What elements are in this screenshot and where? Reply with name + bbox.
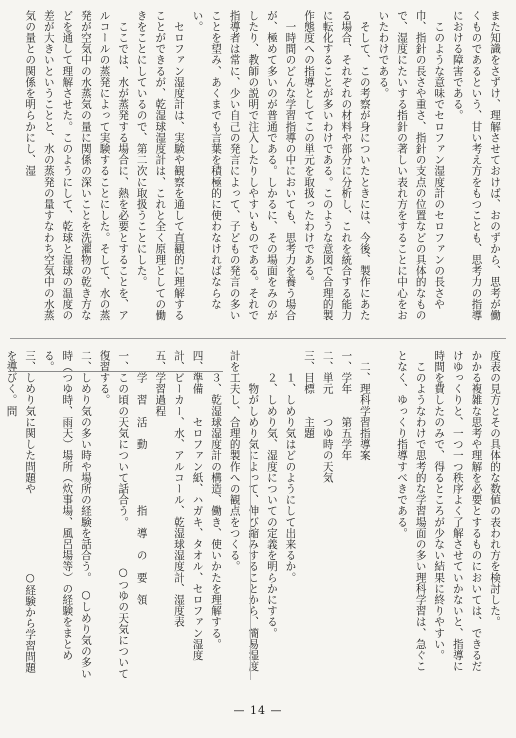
upper-text-block: また知識をさずけ、理解させておけば、おのずから、思考が働くものであるという、甘い考え方をもつことも、思考力の指導における障害である。 このような意味でセロファン湿度計のセロファンの長さや巾、指針の長さや重さ、指針の支点の位置などの具体的なもので、湿度にたいする指針の著しい表れ方をすることに中心をおいたわけである。 そして、この考察が身についたときには、今後、製作にあたる場合、それぞれの材料や部分に分析し、これを統合する能力に転化することが多いわけである。このような意図で合理的製作態度への指導としてこの単元を取扱ったわけである。 一時間のどんな学習指導の中においても、思考力を養う場合が、極めて多いのが普通である。しかるに、その場面をみのがしたり、教師の説明で注入したりしやすいものである。それで指導者は常に、少い自己の発言によって、子どもの発言の多いことを望み、あくまでも言葉を積極的に使わなければならない。 セロファン湿度計は、実験や観察を通して直観的に理解することができるが、乾湿球湿度計は、これと全く原理としての働きをことにしているので、第二次に取扱うことにした。 ここでは、水が蒸発する場合に、熱を必要とすることを、アルコールの蒸発によって実験することにした。そして、水の蒸発が空気中の水蒸気の量に関係の深いことを洗濯物の乾き方などを通して理解させた。このようにして、乾球と湿球の温度の差が大きいということと、水の蒸発の量すなわち空気中の水蒸気の量との関係を明らかにし、湿: [24, 10, 501, 321]
table-column-rule: [250, 446, 251, 680]
table-header-rule: [8, 371, 223, 372]
lower-text-block: 度表の見方とその具体的な数値の表われ方を検討した。 かかる複雑な思考や理解を必要とするものにおいては、できるだけゆっくりと、一つ一つ秩序よく了解させていかないと、指導に時間を費したのみで、得るところが少ない結果に終りやすい。 このようなわけで思考的な学習場面の多い理科学習は、急ぐことなく、ゆっくり指導すべきである。 二、理科学習指導案 一、学年 第五学年 二、単元 つゆ時の天気 三、目標 主題 １、しめり気はどのようにして出来るか。 ２、しめり気、湿度についての定義を明らかにする。 物がしめり気によって、伸び縮みすることから、簡易湿度計を工夫し、合理的製作への観点をつくる。 ３、乾湿球湿度計の構造、働き、使いかたを理解する。 四、準備 セロファン紙、ハガキ、タオル、セロファン湿度計、ビーカー、水、アルコール、乾湿球湿度計、湿度表 五、学習過程 学 習 活 動 指 導 の 要 領 一、この頃の天気について話合う。 ○つゆの天気について復習する。 二、しめり気の多い時や場所の経験を話合う。 ○しめり気の多い時（つゆ時、雨天）場所（炊事場、風呂場等）の経験をまとめる。 三、しめり気に関した問題や ○経験から学習問題を導びく。問: [5, 350, 501, 680]
page-number: — 14 —: [233, 704, 283, 717]
section-divider: [10, 338, 506, 339]
